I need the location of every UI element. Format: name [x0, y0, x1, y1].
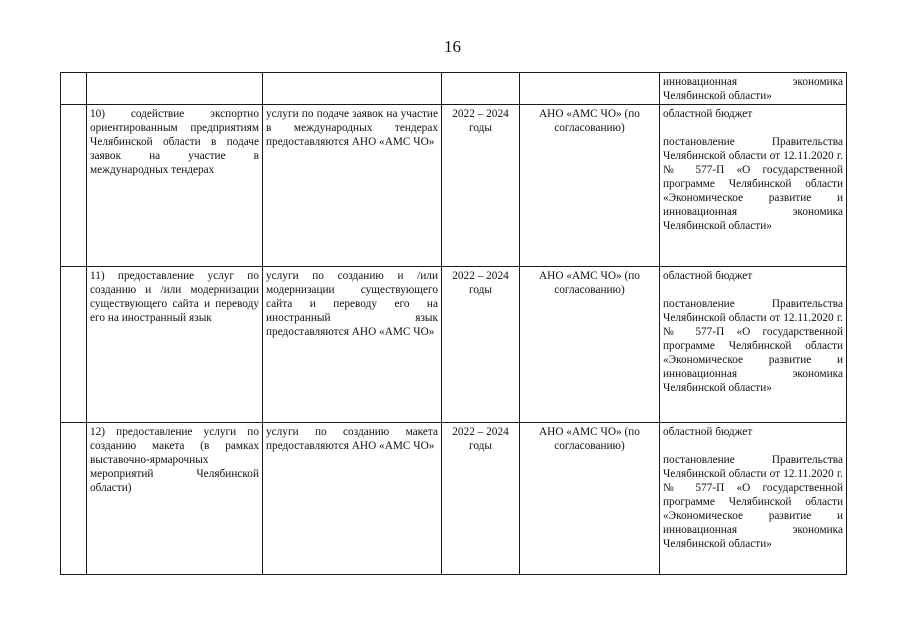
- period-cell: 2022 – 2024 годы: [442, 105, 520, 267]
- budget-text: областной бюджет: [663, 108, 753, 120]
- period-cell: 2022 – 2024 годы: [442, 267, 520, 423]
- result-cell: услуги по созданию и /или модернизации существующего сайта и переводу его на иностранный язык предоставляются АНО «АМС ЧО»: [263, 267, 442, 423]
- stub-cell: [61, 423, 87, 575]
- source-cell: [660, 73, 847, 105]
- source-text: постановление Правительства Челябинской области от 12.11.2020 г. № 577-П «О государственной программе Челябинской области «Экономическое развитие и инновационная экономика Челябинской области»: [663, 136, 843, 232]
- budget-text: областной бюджет: [663, 270, 753, 282]
- budget-text: областной бюджет: [663, 426, 753, 438]
- source-cell: [660, 267, 847, 423]
- measure-cell: 12) предоставление услуги по созданию макета (в рамках выставочно-ярмарочных мероприятий Челябинской области): [87, 423, 263, 575]
- source-text: постановление Правительства Челябинской области от 12.11.2020 г. № 577-П «О государственной программе Челябинской области «Экономическое развитие и инновационная экономика Челябинской области»: [663, 454, 843, 550]
- table-row: [61, 423, 847, 575]
- executor-cell: АНО «АМС ЧО» (по согласованию): [520, 267, 660, 423]
- measure-cell: 11) предоставление услуг по созданию и /или модернизации существующего сайта и переводу его на иностранный язык: [87, 267, 263, 423]
- result-cell: [263, 73, 442, 105]
- table-row: [61, 105, 847, 267]
- executor-cell: АНО «АМС ЧО» (по согласованию): [520, 105, 660, 267]
- measures-table: [60, 72, 847, 575]
- page-number: 16: [444, 37, 461, 56]
- measure-cell: [87, 73, 263, 105]
- executor-cell: АНО «АМС ЧО» (по согласованию): [520, 423, 660, 575]
- result-cell: услуги по созданию макета предоставляются АНО «АМС ЧО»: [263, 423, 442, 575]
- period-cell: 2022 – 2024 годы: [442, 423, 520, 575]
- source-tail-line: инновационная экономика: [663, 76, 843, 88]
- source-cell: [660, 105, 847, 267]
- table-row: [61, 267, 847, 423]
- stub-cell: [61, 267, 87, 423]
- source-cell: [660, 423, 847, 575]
- period-cell: [442, 73, 520, 105]
- result-cell: услуги по подаче заявок на участие в международных тендерах предоставляются АНО «АМС ЧО»: [263, 105, 442, 267]
- executor-cell: [520, 73, 660, 105]
- table-row-continuation: [61, 73, 847, 105]
- stub-cell: [61, 105, 87, 267]
- source-text: постановление Правительства Челябинской области от 12.11.2020 г. № 577-П «О государственной программе Челябинской области «Экономическое развитие и инновационная экономика Челябинской области»: [663, 298, 843, 394]
- source-tail-line: Челябинской области»: [663, 90, 772, 102]
- stub-cell: [61, 73, 87, 105]
- measure-cell: 10) содействие экспортно ориентированным предприятиям Челябинской области в подаче заявок на участие в международных тендерах: [87, 105, 263, 267]
